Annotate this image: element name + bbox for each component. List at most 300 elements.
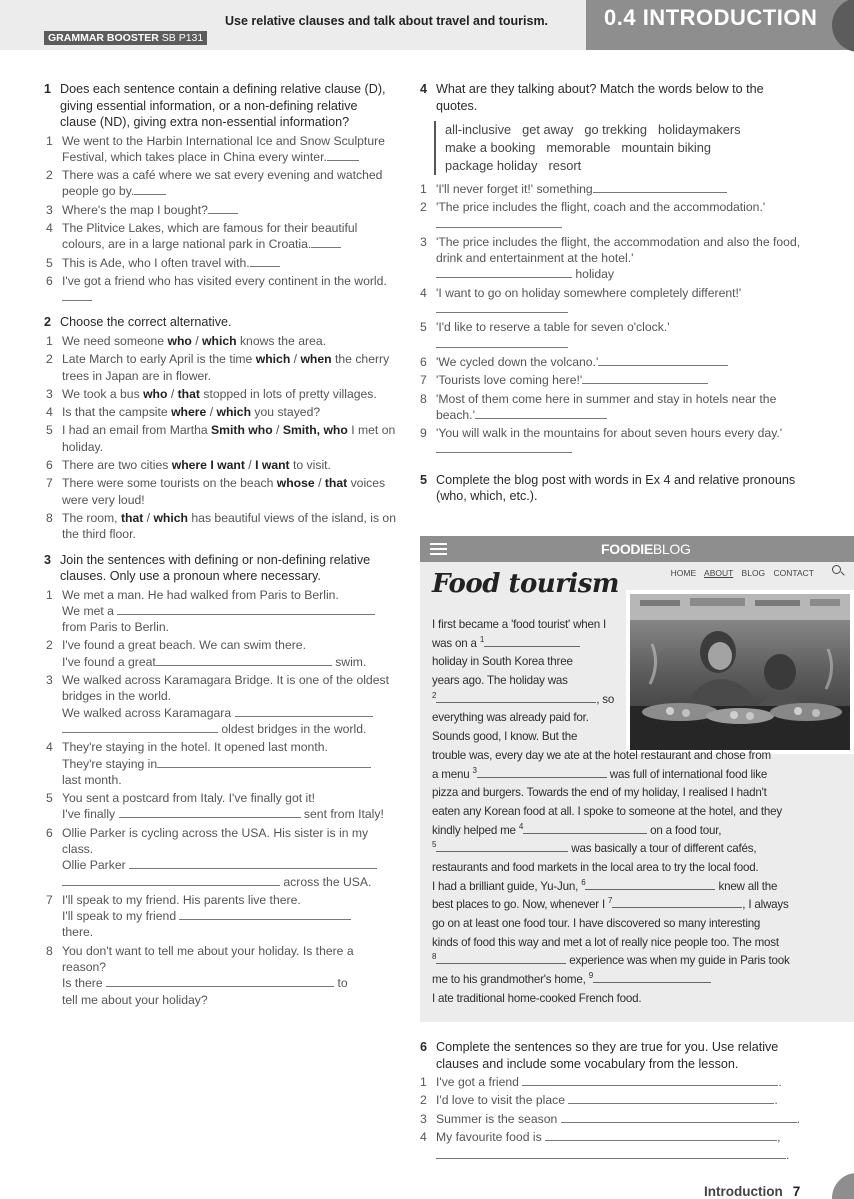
blog-text: I had a brilliant guide, Yu-Jun, — [432, 879, 579, 893]
answer-middle: to — [337, 976, 348, 991]
answer-blank[interactable] — [327, 150, 359, 161]
item-text: I met on holiday. — [62, 423, 396, 454]
item-number: 7 — [46, 892, 53, 907]
item-text: This is Ade, who I often travel with. — [62, 255, 250, 270]
word-option: memorable — [546, 140, 611, 155]
blog-line — [432, 691, 848, 710]
option-a[interactable]: Smith who — [211, 423, 273, 438]
exercise-6-item: 3 Summer is the season . — [420, 1111, 801, 1126]
answer-blank[interactable] — [522, 1075, 778, 1086]
blog-line — [432, 784, 848, 803]
item-number: 2 — [46, 168, 53, 183]
item-number: 9 — [420, 426, 427, 441]
answer-blank[interactable] — [179, 909, 351, 920]
exercise-6 — [420, 1039, 806, 1163]
item-question: We walked across Karamagara Bridge. It is one of the oldest bridges in the world. — [62, 673, 389, 704]
exercise-6-item: 2 I'd love to visit the place . — [420, 1093, 778, 1108]
option-b[interactable]: that — [324, 476, 348, 491]
blog-text: , I always — [742, 898, 789, 912]
item-text: 'We cycled down the volcano.' — [436, 354, 599, 369]
item-text: has beautiful views of the island, is on the third floor. — [62, 510, 396, 542]
item-text: My favourite food is — [436, 1129, 542, 1144]
item-number: 3 — [46, 673, 53, 688]
item-text: There were some tourists on the beach — [62, 476, 277, 491]
blog-line — [432, 822, 848, 841]
item-text: The room, — [62, 510, 121, 525]
exercise-3-item — [46, 892, 396, 941]
option-b[interactable]: that — [177, 386, 200, 401]
exercise-3-item — [46, 672, 396, 737]
answer-blank[interactable] — [436, 267, 572, 278]
exercise-5-text: Complete the blog post with words in Ex 4 and relative pronouns (who, which, etc.). — [436, 472, 796, 504]
item-number: 3 — [420, 234, 427, 249]
item-text: the cherry trees in Japan are in flower. — [62, 352, 390, 383]
answer-blank[interactable] — [311, 237, 341, 248]
exercise-2-item — [46, 333, 396, 349]
gap-1-blank[interactable] — [484, 635, 580, 647]
blog-line — [432, 840, 848, 859]
exercise-number: 6 — [420, 1040, 428, 1054]
word-option: resort — [548, 158, 582, 173]
exercise-2-item — [46, 351, 396, 384]
answer-blank[interactable] — [106, 976, 334, 987]
exercise-2-item — [46, 422, 396, 455]
word-option: get away — [522, 122, 574, 137]
item-text: to visit. — [289, 458, 331, 473]
option-a[interactable]: who — [167, 333, 192, 348]
option-b[interactable]: which — [216, 405, 252, 420]
item-text: Is that the campsite — [62, 405, 172, 420]
slash: / — [206, 405, 217, 420]
nav-blog[interactable]: BLOG — [741, 568, 766, 578]
exercise-2-item — [46, 457, 396, 473]
item-number: 3 — [46, 202, 53, 217]
blog-logo-bold: FOODIE — [601, 541, 653, 557]
word-option: make a booking — [445, 140, 536, 155]
blog-nav — [671, 565, 814, 581]
page-number: 7 — [792, 1184, 801, 1199]
blog-logo — [601, 541, 691, 557]
item-question: They're staying in the hotel. It opened last month. — [62, 740, 328, 755]
blog-text: eaten any Korean food at all. I spoke to someone at the hotel, and they — [432, 804, 782, 818]
blog-text: restaurants and food markets in the local area to try the local food. — [432, 860, 759, 874]
option-b[interactable]: Smith, who — [282, 423, 348, 438]
option-a[interactable]: that — [120, 510, 144, 525]
item-number: 5 — [420, 320, 427, 335]
item-number: 2 — [46, 638, 53, 653]
blog-line — [432, 990, 848, 1009]
answer-blank[interactable] — [475, 408, 607, 419]
answer-end: last month. — [62, 772, 122, 787]
item-text: 'I'd like to reserve a table for seven o'clock.' — [436, 320, 670, 335]
item-number: 6 — [46, 458, 53, 473]
item-number: 3 — [46, 386, 53, 401]
answer-blank[interactable] — [129, 858, 377, 869]
blog-text: was on a — [432, 636, 477, 650]
blog-logo-light: BLOG — [652, 541, 691, 557]
exercise-4-item — [420, 285, 806, 318]
answer-blank[interactable] — [436, 302, 568, 313]
exercise-5-prompt — [420, 472, 806, 505]
blog-text: pizza and burgers. Towards the end of my holiday, I realised I hadn't — [432, 786, 767, 800]
item-text: 'The price includes the flight, the accommodation and also the food, drink and entertainment at the hotel.' — [436, 234, 801, 266]
exercise-4-item — [420, 354, 806, 370]
answer-start: Is there — [62, 976, 103, 991]
blog-text: holiday in South Korea three — [432, 655, 573, 669]
option-b[interactable]: which — [153, 510, 188, 525]
answer-end: oldest bridges in the world. — [221, 721, 367, 736]
grammar-booster-badge — [44, 31, 207, 45]
blog-line — [432, 878, 848, 897]
gap-5-blank[interactable] — [436, 840, 568, 852]
item-text: I'd love to visit the place — [436, 1093, 566, 1108]
answer-blank[interactable] — [119, 807, 301, 818]
blog-text: experience was when my guide in Paris took — [569, 954, 790, 968]
exercise-number: 3 — [44, 552, 52, 567]
gap-number: 1 — [479, 634, 485, 644]
blog-line — [432, 728, 848, 747]
answer-start: I'll speak to my friend — [62, 909, 177, 924]
slash: / — [167, 386, 178, 401]
word-box — [434, 121, 806, 175]
blog-top-bar — [420, 536, 854, 562]
blog-line — [432, 616, 626, 635]
item-number: 6 — [420, 354, 427, 369]
answer-blank[interactable] — [134, 184, 166, 195]
answer-blank[interactable] — [545, 1130, 777, 1141]
exercise-6-item: 4 My favourite food is , — [420, 1129, 781, 1144]
search-icon[interactable] — [832, 565, 841, 574]
item-number: 1 — [420, 182, 427, 196]
slash: / — [314, 476, 325, 491]
blog-line — [432, 653, 848, 672]
answer-blank[interactable] — [157, 757, 371, 768]
blog-text: go on at least one food tour. I have discovered so many interesting — [432, 917, 761, 930]
gap-number: 8 — [432, 952, 437, 962]
item-text: We took a bus — [62, 386, 144, 401]
blog-line — [432, 952, 848, 971]
answer-blank[interactable] — [561, 1112, 797, 1123]
blog-text: me to his grandmother's home, — [432, 973, 586, 987]
word-option: holidaymakers — [657, 122, 741, 137]
answer-end: from Paris to Berlin. — [62, 620, 170, 635]
exercise-1-prompt — [44, 81, 396, 131]
answer-blank[interactable] — [436, 1148, 786, 1159]
answer-start: They're staying in — [62, 756, 158, 771]
gap-6-blank[interactable] — [585, 878, 715, 890]
blog-text: was full of international food like — [609, 767, 768, 781]
exercise-3-item — [46, 739, 396, 788]
answer-blank[interactable] — [436, 337, 568, 348]
option-b[interactable]: which — [202, 333, 237, 348]
item-number: 4 — [46, 405, 53, 420]
exercise-4-item — [420, 425, 806, 458]
item-number: 8 — [420, 391, 427, 406]
exercise-4-item — [420, 372, 806, 388]
blog-text: everything was already paid for. — [432, 711, 589, 725]
slash: / — [272, 423, 283, 438]
answer-blank[interactable] — [436, 442, 572, 453]
exercise-1-text: Does each sentence contain a defining relative clause (D), giving essential information, or a non-defining relative clause (ND), giving extra non-essential information? — [60, 82, 386, 129]
item-text: 'The price includes the flight, coach and the accommodation.' — [436, 200, 766, 215]
exercise-6-item: 1 I've got a friend . — [420, 1075, 782, 1089]
page-footer — [704, 1184, 800, 1199]
item-question: Ollie Parker is cycling across the USA. His sister is in my class. — [62, 825, 369, 856]
answer-blank[interactable] — [62, 722, 218, 733]
exercise-6-text: Complete the sentences so they are true for you. Use relative clauses and include some vocabulary from the lesson. — [436, 1040, 779, 1071]
option-b[interactable]: when — [300, 352, 332, 367]
gap-9-blank[interactable] — [593, 971, 711, 983]
badge-reference: SB P131 — [161, 32, 204, 44]
exercise-4-item — [420, 199, 806, 232]
blog-text: kinds of food this way and met a lot of really nice people too. The most — [432, 935, 779, 949]
exercise-6-prompt — [420, 1039, 806, 1072]
item-text: Late March to early April is the time — [62, 352, 256, 367]
answer-blank[interactable] — [235, 706, 373, 717]
item-text: 'Tourists love coming here!' — [436, 373, 583, 388]
exercise-2-text: Choose the correct alternative. — [60, 315, 232, 330]
item-number: 6 — [46, 273, 53, 288]
option-a[interactable]: whose — [276, 476, 315, 491]
item-number: 1 — [420, 1075, 427, 1089]
item-question: You don't want to tell me about your holiday. Is there a reason? — [62, 943, 354, 975]
item-text: 'I want to go on holiday somewhere completely different!' — [436, 285, 742, 300]
item-text: knows the area. — [236, 333, 326, 348]
gap-number: 3 — [472, 765, 477, 775]
blog-panel — [420, 536, 854, 1022]
gap-number: 6 — [581, 877, 586, 887]
exercise-4-item — [420, 391, 806, 424]
item-number: 4 — [46, 740, 53, 755]
answer-blank[interactable] — [593, 182, 727, 193]
gap-2-blank[interactable] — [436, 691, 596, 703]
gap-number: 2 — [432, 690, 437, 700]
item-number: 5 — [46, 791, 53, 806]
answer-end: tell me about your holiday? — [62, 992, 208, 1007]
exercise-1-item — [46, 202, 396, 218]
answer-blank[interactable] — [568, 1093, 774, 1104]
item-text: I've got a friend who has visited every continent in the world. — [62, 273, 387, 288]
blog-line — [432, 803, 848, 822]
blog-text: I ate traditional home-cooked French food. — [432, 991, 642, 1005]
item-number: 6 — [46, 825, 53, 840]
gap-number: 5 — [432, 840, 437, 850]
left-column — [44, 81, 396, 1008]
item-number: 4 — [46, 220, 53, 235]
item-number: 2 — [420, 1093, 427, 1108]
blog-text: was basically a tour of different cafés, — [571, 842, 757, 856]
blog-line — [432, 896, 848, 915]
blog-text: Sounds good, I know. But the — [432, 730, 578, 744]
exercise-3-item — [46, 637, 396, 670]
exercise-1-item — [46, 273, 396, 306]
blog-line — [432, 635, 848, 654]
option-a[interactable]: where I want — [171, 458, 245, 473]
answer-end: across the USA. — [283, 874, 372, 889]
exercise-number: 5 — [420, 472, 428, 487]
answer-start: Ollie Parker — [62, 858, 126, 873]
item-number: 4 — [420, 285, 427, 300]
exercise-number: 1 — [44, 82, 52, 96]
blog-text: , so — [596, 692, 615, 706]
exercise-1-item — [46, 167, 396, 200]
exercise-6-item-continued: . — [420, 1147, 806, 1163]
item-number: 7 — [46, 476, 53, 491]
item-text: Summer is the season — [436, 1111, 558, 1126]
blog-line — [432, 934, 848, 953]
page-header — [0, 0, 854, 50]
item-text: you stayed? — [251, 405, 321, 420]
blog-text: a menu — [432, 767, 470, 781]
gap-4-blank[interactable] — [523, 822, 647, 834]
item-text: There was a café where we sat every evening and watched people go by. — [62, 168, 383, 199]
answer-blank[interactable] — [582, 373, 708, 384]
answer-start: We walked across Karamagara — [62, 705, 232, 720]
blog-text: best places to go. Now, whenever I — [432, 898, 606, 912]
blog-line — [432, 747, 848, 766]
answer-blank[interactable] — [156, 655, 332, 666]
blog-text: trouble was, every day we ate at the hotel restaurant and chose from — [432, 748, 771, 762]
answer-end: sent from Italy! — [303, 807, 384, 822]
item-number: 2 — [420, 200, 427, 215]
answer-blank[interactable] — [62, 875, 280, 886]
exercise-4-prompt — [420, 81, 806, 114]
item-number: 3 — [420, 1111, 427, 1126]
exercise-2-item — [46, 404, 396, 420]
item-text: Where's the map I bought? — [62, 202, 208, 217]
item-number: 8 — [46, 510, 53, 525]
exercise-3-item — [46, 587, 396, 636]
item-text: voices were very loud! — [62, 476, 386, 507]
item-number: 7 — [420, 373, 427, 388]
item-number: 1 — [46, 587, 53, 602]
gap-8-blank[interactable] — [436, 952, 566, 964]
exercise-2-item — [46, 510, 396, 543]
right-column — [420, 81, 806, 505]
item-text: stopped in lots of pretty villages. — [199, 386, 377, 401]
nav-contact[interactable]: CONTACT — [773, 568, 814, 578]
gap-number: 9 — [588, 971, 593, 981]
answer-end: there. — [62, 925, 94, 940]
item-number: 2 — [46, 352, 53, 367]
blog-line — [432, 915, 848, 934]
item-text: 'I'll never forget it!' something — [436, 182, 593, 196]
item-text: 'Most of them come here in summer and stay in hotels near the beach.' — [436, 391, 777, 422]
item-number: 8 — [46, 943, 53, 958]
item-text: We went to the Harbin International Ice and Snow Sculpture Festival, which takes place in China every winter. — [62, 133, 385, 164]
blog-text: knew all the — [718, 879, 778, 893]
answer-blank[interactable] — [436, 217, 562, 228]
item-question: We met a man. He had walked from Paris to Berlin. — [62, 587, 339, 602]
item-number: 5 — [46, 423, 53, 438]
option-a[interactable]: where — [171, 405, 207, 420]
gap-number: 4 — [518, 821, 524, 831]
answer-blank[interactable] — [117, 604, 375, 615]
item-tail: holiday — [575, 267, 615, 282]
word-option: package holiday — [445, 158, 538, 173]
option-a[interactable]: which — [255, 352, 291, 367]
item-number: 1 — [46, 133, 53, 148]
exercise-1-item — [46, 220, 396, 253]
answer-blank[interactable] — [62, 290, 92, 301]
gap-7-blank[interactable] — [612, 896, 742, 908]
exercise-2-prompt — [44, 314, 396, 331]
item-question: I'll speak to my friend. His parents live there. — [62, 892, 301, 907]
item-text: There are two cities — [62, 458, 172, 473]
exercise-2-item — [46, 386, 396, 402]
item-text: The Plitvice Lakes, which are famous for their beautiful colours, are in a large national park in Croatia. — [62, 220, 358, 252]
blog-line — [432, 709, 848, 728]
exercise-3-text: Join the sentences with defining or non-defining relative clauses. Only use a pronoun where necessary. — [60, 552, 371, 584]
slash: / — [191, 333, 203, 348]
blog-heading: Food tourism — [432, 569, 619, 599]
answer-start: I've found a great — [62, 654, 156, 669]
item-question: I've found a great beach. We can swim there. — [62, 638, 306, 653]
badge-label: GRAMMAR BOOSTER — [48, 32, 159, 44]
item-number: 1 — [46, 333, 53, 348]
exercise-number: 2 — [44, 315, 52, 330]
nav-home[interactable]: HOME — [670, 568, 697, 578]
option-a[interactable]: who — [143, 386, 168, 401]
answer-blank[interactable] — [598, 355, 728, 366]
item-text: I've got a friend — [436, 1075, 519, 1089]
exercise-4-item — [420, 234, 806, 283]
answer-end: swim. — [335, 654, 367, 669]
exercise-number: 4 — [420, 82, 428, 96]
word-option: all-inclusive — [445, 122, 512, 137]
blog-article — [432, 616, 848, 1008]
answer-start: We met a — [62, 603, 114, 618]
item-question: You sent a postcard from Italy. I've finally got it! — [62, 791, 315, 806]
answer-blank[interactable] — [250, 256, 280, 267]
blog-text: years ago. The holiday was — [432, 674, 568, 688]
exercise-3-item — [46, 790, 396, 823]
blog-line — [432, 859, 848, 878]
section-title: 0.4 INTRODUCTION — [604, 5, 818, 30]
exercise-3-item — [46, 825, 396, 890]
exercise-1-item — [46, 255, 396, 271]
blog-text: on a food tour, — [650, 823, 722, 837]
blog-line — [432, 766, 848, 785]
option-b[interactable]: I want — [255, 458, 290, 473]
menu-icon[interactable] — [430, 543, 447, 555]
blog-line — [432, 672, 848, 691]
lesson-aims: Use relative clauses and talk about travel and tourism. — [225, 14, 549, 28]
nav-about[interactable]: ABOUT — [704, 568, 734, 578]
item-text: I had an email from Martha — [62, 423, 212, 438]
blog-text: I first became a 'food tourist' when I — [432, 618, 607, 631]
exercise-4-item — [420, 181, 806, 197]
exercise-4-item — [420, 319, 806, 352]
word-option: mountain biking — [621, 140, 712, 155]
slash: / — [244, 458, 256, 473]
item-number: 4 — [420, 1129, 427, 1144]
gap-3-blank[interactable] — [477, 766, 607, 778]
answer-start: I've finally — [62, 807, 116, 822]
corner-decoration — [832, 1173, 854, 1199]
answer-blank[interactable] — [208, 203, 238, 214]
slash: / — [290, 352, 301, 367]
item-number: 5 — [46, 255, 53, 270]
gap-number: 7 — [608, 896, 613, 906]
slash: / — [143, 510, 154, 525]
exercise-1-item — [46, 133, 396, 166]
word-option: go trekking — [584, 122, 647, 137]
exercise-4-text: What are they talking about? Match the words below to the quotes. — [436, 82, 764, 113]
item-text: 'You will walk in the mountains for about seven hours every day.' — [436, 426, 783, 441]
item-text: We need someone — [62, 333, 168, 348]
footer-label: Introduction — [704, 1184, 783, 1199]
